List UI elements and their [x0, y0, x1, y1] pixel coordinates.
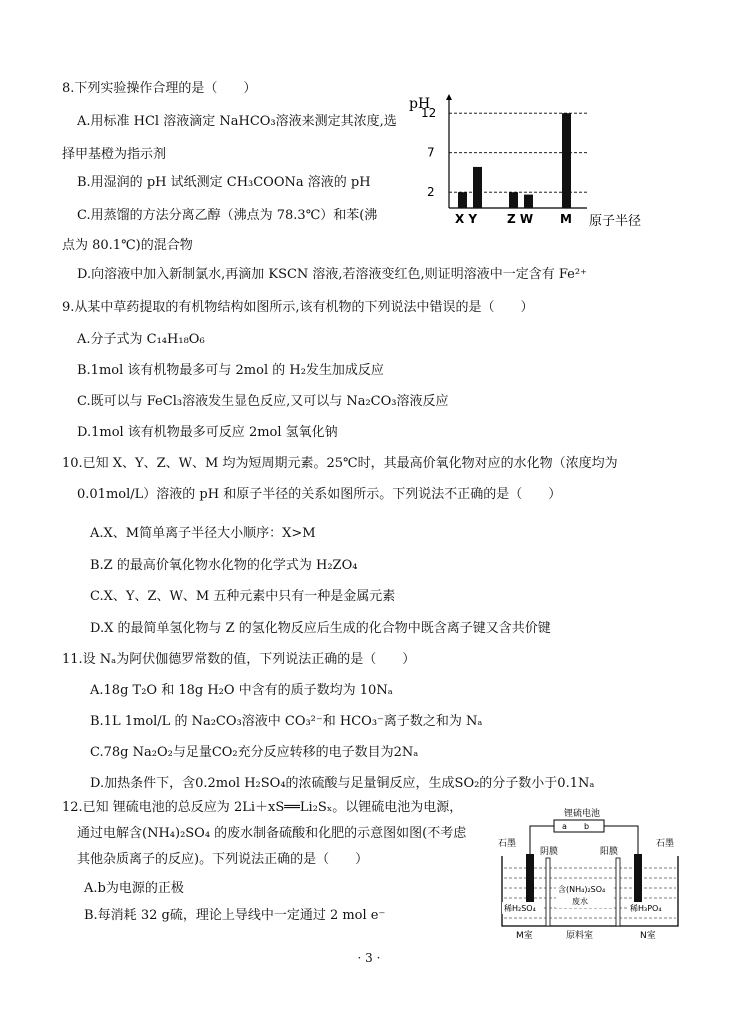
q11-option-c: C.78g Na₂O₂与足量CO₂充分反应转移的电子数目为2Nₐ	[90, 745, 419, 760]
n-room-label: N室	[640, 931, 656, 940]
q12-option-a: A.b为电源的正极	[84, 881, 184, 896]
y-axis-arrow	[446, 94, 452, 100]
q9-option-d: D.1mol 该有机物最多可反应 2mol 氢氧化钠	[77, 425, 338, 440]
q8-option-d: D.向溶液中加入新制氯水,再滴加 KSCN 溶液,若溶液变红色,则证明溶液中一定含有 Fe²⁺	[77, 267, 587, 282]
q10-option-c: C.X、Y、Z、W、M 五种元素中只有一种是金属元素	[90, 589, 396, 604]
cation-membrane	[616, 858, 620, 926]
q10-option-d: D.X 的最简单氢化物与 Z 的氢化物反应后生成的化合物中既含离子键又含共价键	[90, 621, 551, 636]
tick-label-7: 7	[427, 145, 435, 160]
ph-chart	[405, 92, 695, 228]
battery-label: 锂硫电池	[564, 809, 601, 819]
bar-Y	[473, 167, 482, 208]
q8-option-a-line1: A.用标准 HCl 溶液滴定 NaHCO₃溶液来测定其浓度,选	[77, 114, 397, 129]
q11-option-a: A.18g T₂O 和 18g H₂O 中含有的质子数均为 10Nₐ	[90, 683, 393, 698]
q9-option-b: B.1mol 该有机物最多可与 2mol 的 H₂发生加成反应	[77, 363, 384, 378]
y-axis-label: pH	[409, 96, 431, 112]
q12-stem-line3: 其他杂质离子的反应)。下列说法正确的是（ ）	[77, 852, 369, 867]
bar-M	[562, 113, 571, 208]
x-label-xy: X Y	[455, 212, 478, 226]
q11-option-b: B.1L 1mol/L 的 Na₂CO₃溶液中 CO₃²⁻和 HCO₃⁻离子数之和为 Nₐ	[90, 714, 483, 729]
q11-option-d: D.加热条件下，含0.2mol H₂SO₄的浓硫酸与足量铜反应，生成SO₂的分子数小于0.1Nₐ	[90, 776, 595, 791]
q9-stem: 9.从某中草药提取的有机物结构如图所示,该有机物的下列说法中错误的是（ ）	[62, 300, 534, 315]
q10-stem-line2: 0.01mol/L）溶液的 pH 和原子半径的关系如图所示。下列说法不正确的是（ ）	[77, 487, 562, 502]
anion-membrane	[546, 858, 550, 926]
q12-stem-line1: 12.已知 锂硫电池的总反应为 2Li＋xS══Li₂Sₓ。以锂硫电池为电源，	[62, 800, 463, 815]
bar-X	[458, 192, 467, 208]
q8-option-c-line1: C.用蒸馏的方法分离乙醇（沸点为 78.3℃）和苯(沸	[77, 208, 378, 223]
raw-room-label: 原料室	[566, 931, 594, 940]
middle-solution-label-2: 废水	[572, 897, 588, 906]
q8-stem: 8.下列实验操作合理的是（ ）	[62, 81, 257, 96]
tick-label-2: 2	[427, 185, 435, 200]
left-electrode-label: 石墨	[498, 839, 517, 849]
q8-option-c-line2: 点为 80.1℃)的混合物	[62, 238, 193, 253]
right-electrode-label: 石墨	[656, 839, 675, 849]
bar-Z	[509, 192, 518, 208]
x-label-zw: Z W	[507, 212, 534, 226]
tick-label-12: 12	[421, 106, 437, 121]
x-axis-label: 原子半径	[589, 214, 642, 228]
q8-option-b: B.用湿润的 pH 试纸测定 CH₃COONa 溶液的 pH	[77, 175, 371, 190]
q8-option-a-line2: 择甲基橙为指示剂	[62, 147, 167, 162]
terminal-a-label: a	[562, 822, 567, 831]
bar-W	[524, 195, 533, 208]
middle-solution-label-1: 含(NH₄)₂SO₄	[558, 885, 606, 894]
q9-option-c: C.既可以与 FeCl₃溶液发生显色反应,又可以与 Na₂CO₃溶液反应	[77, 394, 449, 409]
electrolysis-diagram	[496, 806, 686, 940]
q10-option-a: A.X、M简单离子半径大小顺序：X>M	[90, 526, 316, 541]
terminal-b-label: b	[584, 822, 590, 831]
q10-option-b: B.Z 的最高价氧化物水化物的化学式为 H₂ZO₄	[90, 558, 358, 573]
q12-stem-line2: 通过电解含(NH₄)₂SO₄ 的废水制备硫酸和化肥的示意图如图(不考虑	[77, 826, 467, 841]
q11-stem: 11.设 Nₐ为阿伏伽德罗常数的值，下列说法正确的是（ ）	[62, 652, 416, 667]
cation-membrane-label: 阳膜	[600, 847, 619, 857]
m-room-label: M室	[516, 931, 533, 940]
x-label-m: M	[560, 212, 572, 226]
q9-option-a: A.分子式为 C₁₄H₁₈O₆	[77, 332, 205, 347]
left-solution-label: 稀H₂SO₄	[504, 904, 536, 913]
right-solution-label: 稀H₃PO₄	[630, 904, 662, 913]
page-number: · 3 ·	[357, 951, 381, 965]
q10-stem-line1: 10.已知 X、Y、Z、W、M 均为短周期元素。25℃时，其最高价氧化物对应的水化物（浓度均为	[62, 456, 618, 471]
anion-membrane-label: 阴膜	[540, 847, 559, 857]
q12-option-b: B.每消耗 32 g硫，理论上导线中一定通过 2 mol e⁻	[84, 908, 386, 923]
